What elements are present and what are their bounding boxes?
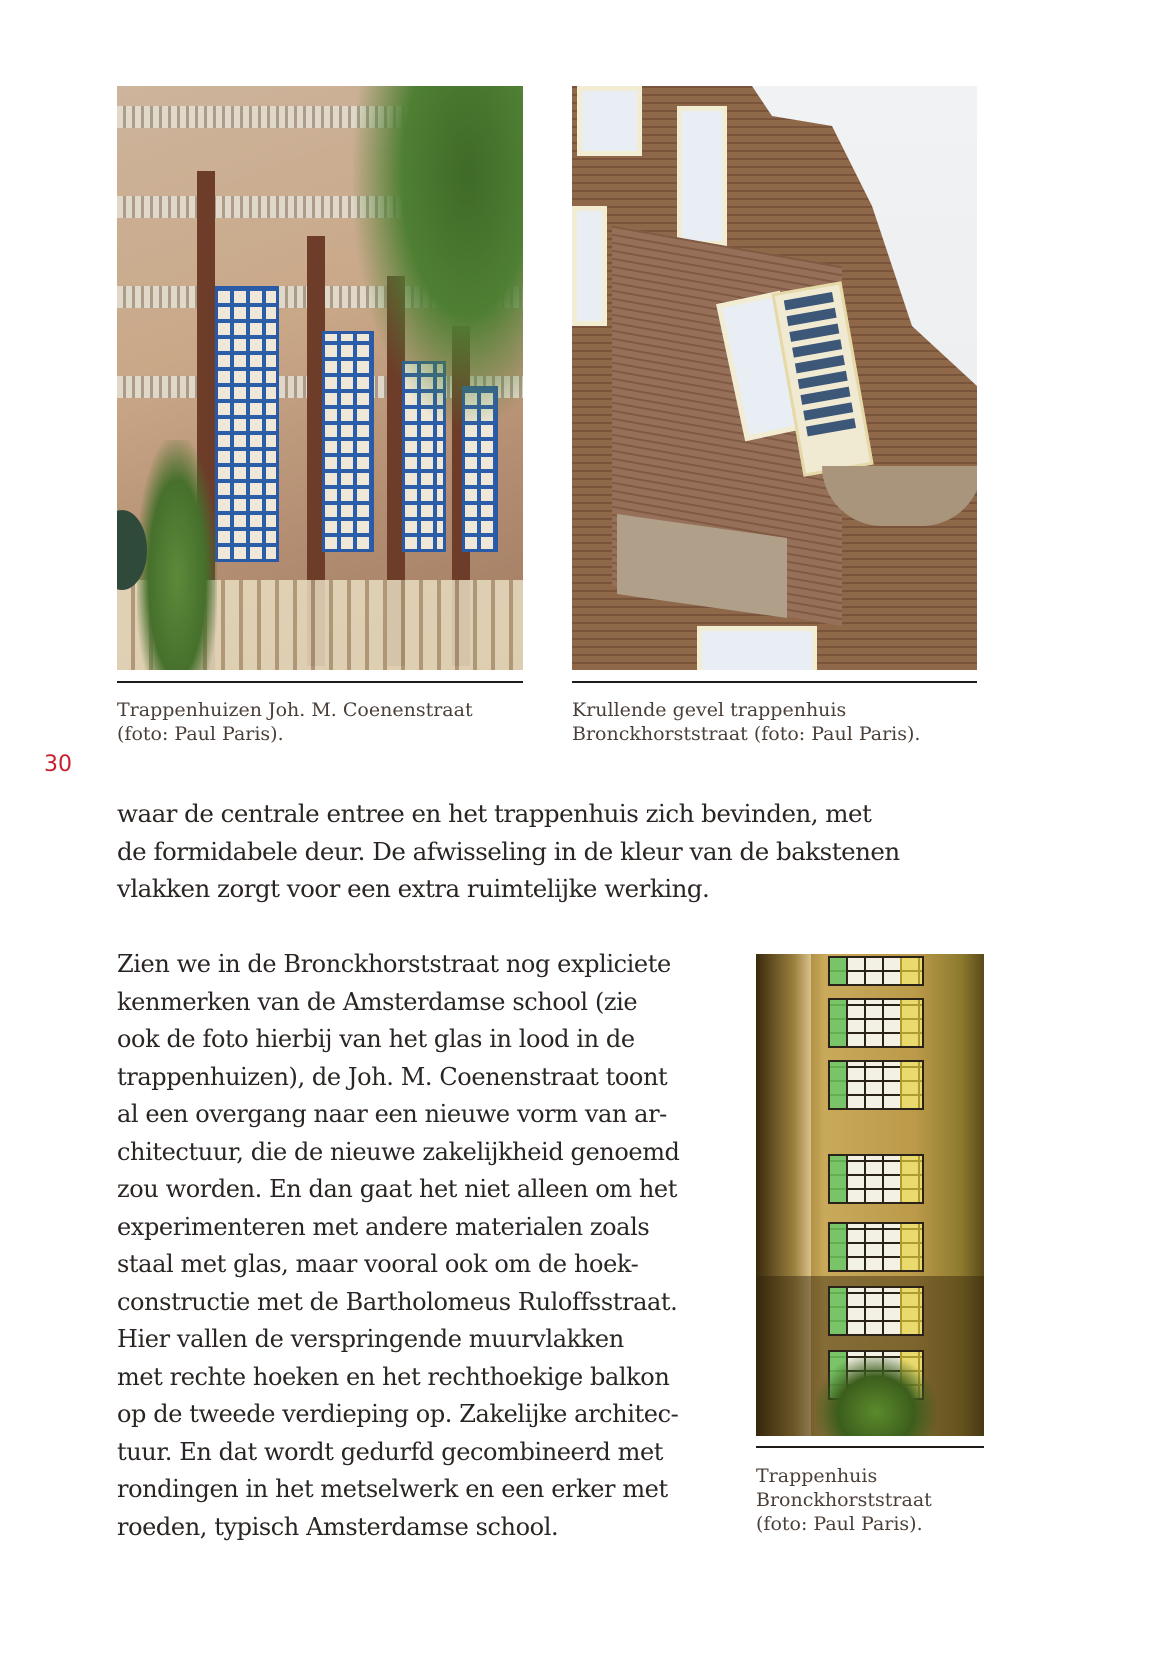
- caption-line: (foto: Paul Paris).: [117, 723, 284, 745]
- body-paragraph-1: [117, 795, 900, 908]
- body-paragraph-2: [117, 946, 680, 1546]
- text-line: staal met glas, maar vooral ook om de hoek-: [117, 1250, 639, 1278]
- text-line: met rechte hoeken en het rechthoekige balkon: [117, 1362, 670, 1391]
- text-line: rondingen in het metselwerk en een erker met: [117, 1475, 668, 1503]
- text-line: Hier vallen de verspringende muurvlakken: [117, 1325, 624, 1353]
- photo-trappenhuis-glas-in-lood: [756, 954, 984, 1436]
- photo-krullende-gevel-bronckhorststraat: [572, 86, 977, 670]
- text-line: Zien we in de Bronckhorststraat nog expliciete: [117, 950, 671, 978]
- text-line: zou worden. En dan gaat het niet alleen om het: [117, 1175, 677, 1203]
- photo-trappenhuizen-coenenstraat: [117, 86, 523, 670]
- caption-photo-coenenstraat: [117, 698, 473, 746]
- text-line: experimenteren met andere materialen zoals: [117, 1212, 650, 1241]
- text-line: kenmerken van de Amsterdamse school (zie: [117, 987, 638, 1016]
- caption-line: Krullende gevel trappenhuis: [572, 699, 847, 721]
- text-line: de formidabele deur. De afwisseling in de kleur van de bakstenen: [117, 836, 900, 866]
- text-line: vlakken zorgt voor een extra ruimtelijke werking.: [117, 874, 710, 903]
- text-line: roeden, typisch Amsterdamse school.: [117, 1512, 559, 1541]
- caption-line: Trappenhuis: [756, 1465, 878, 1487]
- caption-line: Bronckhorststraat: [756, 1489, 932, 1511]
- caption-line: Trappenhuizen Joh. M. Coenenstraat: [117, 699, 473, 721]
- text-line: tuur. En dat wordt gedurfd gecombineerd met: [117, 1437, 664, 1466]
- caption-photo-trappenhuis: [756, 1464, 932, 1536]
- caption-rule: [756, 1446, 984, 1448]
- text-line: chitectuur, die de nieuwe zakelijkheid genoemd: [117, 1137, 680, 1166]
- caption-line: (foto: Paul Paris).: [756, 1513, 923, 1535]
- text-line: trappenhuizen), de Joh. M. Coenenstraat toont: [117, 1062, 668, 1091]
- text-line: waar de centrale entree en het trappenhuis zich bevinden, met: [117, 799, 872, 828]
- text-line: constructie met de Bartholomeus Ruloffsstraat.: [117, 1287, 678, 1316]
- text-line: op de tweede verdieping op. Zakelijke architec-: [117, 1400, 679, 1428]
- caption-rule: [117, 681, 523, 683]
- page-number: 30: [44, 752, 72, 777]
- text-line: ook de foto hierbij van het glas in lood in de: [117, 1025, 635, 1053]
- text-line: al een overgang naar een nieuwe vorm van ar-: [117, 1100, 667, 1128]
- caption-line: Bronckhorststraat (foto: Paul Paris).: [572, 723, 921, 745]
- caption-rule: [572, 681, 977, 683]
- caption-photo-bronckhorststraat-gevel: [572, 698, 920, 746]
